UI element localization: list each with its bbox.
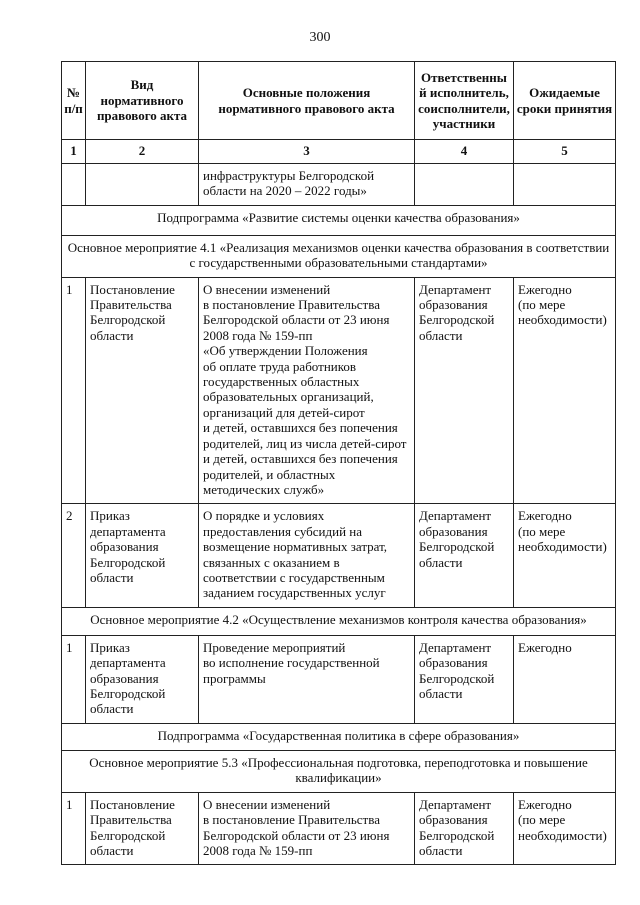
measure-row <box>62 607 616 635</box>
act-executor: Департамент образования Белгородской области <box>415 277 514 504</box>
page-number: 300 <box>309 30 331 45</box>
act-deadline: Ежегодно (по мере необходимости) <box>514 277 616 504</box>
measure-title: Основное мероприятие 5.3 «Профессиональная подготовка, переподготовка и повышение квалификации» <box>62 750 616 792</box>
subprogram-row <box>62 723 616 750</box>
table-row <box>62 792 616 865</box>
act-type: Постановление Правительства Белгородской области <box>86 277 199 504</box>
column-number: 4 <box>415 140 514 164</box>
subprogram-title: Подпрограмма «Государственная политика в сфере образования» <box>62 723 616 750</box>
row-number: 2 <box>62 504 86 607</box>
act-executor: Департамент образования Белгородской области <box>415 504 514 607</box>
measure-title: Основное мероприятие 4.2 «Осуществление механизмов контроля качества образования» <box>62 607 616 635</box>
act-content: О порядке и условиях предоставления субсидий на возмещение нормативных затрат, связанных с оказанием в соответствии с государственным заданием государственных услуг <box>199 504 415 607</box>
column-number: 1 <box>62 140 86 164</box>
act-executor: Департамент образования Белгородской области <box>415 792 514 865</box>
measure-title: Основное мероприятие 4.1 «Реализация механизмов оценки качества образования в соответствии с государственными образовательными стандартами» <box>62 235 616 277</box>
legal-acts-table <box>61 61 616 865</box>
column-number: 2 <box>86 140 199 164</box>
measure-row <box>62 235 616 277</box>
act-deadline: Ежегодно (по мере необходимости) <box>514 504 616 607</box>
continuation-row <box>62 164 616 206</box>
row-number: 1 <box>62 635 86 723</box>
act-content: О внесении изменений в постановление Правительства Белгородской области от 23 июня 2008 года № 159-пп «Об утверждении Положения об оплате труда работников государственных областных образовательных организаций, организаций для детей-сирот и детей, оставшихся без попечения родителей, лиц из числа детей-сирот и детей, оставшихся без попечения родителей, и областных методических служб» <box>199 277 415 504</box>
act-content: О внесении изменений в постановление Правительства Белгородской области от 23 июня 2008 года № 159-пп <box>199 792 415 865</box>
act-executor: Департамент образования Белгородской области <box>415 635 514 723</box>
header-act-type: Вид нормативного правового акта <box>86 62 199 140</box>
column-number: 5 <box>514 140 616 164</box>
column-number-row <box>62 140 616 164</box>
act-content: Проведение мероприятий во исполнение государственной программы <box>199 635 415 723</box>
header-executor: Ответственны й исполнитель, соисполнители, участники <box>415 62 514 140</box>
header-deadline: Ожидаемые сроки принятия <box>514 62 616 140</box>
measure-row <box>62 750 616 792</box>
subprogram-row <box>62 205 616 235</box>
row-number: 1 <box>62 792 86 865</box>
act-type: Приказ департамента образования Белгородской области <box>86 504 199 607</box>
table-row <box>62 635 616 723</box>
table-row <box>62 277 616 504</box>
act-type: Постановление Правительства Белгородской области <box>86 792 199 865</box>
column-number: 3 <box>199 140 415 164</box>
header-num: № п/п <box>62 62 86 140</box>
header-row <box>62 62 616 140</box>
table-row <box>62 504 616 607</box>
act-type: Приказ департамента образования Белгородской области <box>86 635 199 723</box>
header-content: Основные положения нормативного правового акта <box>199 62 415 140</box>
row-number: 1 <box>62 277 86 504</box>
act-deadline: Ежегодно <box>514 635 616 723</box>
continuation-content: инфраструктуры Белгородской области на 2020 – 2022 годы» <box>199 164 415 206</box>
act-deadline: Ежегодно (по мере необходимости) <box>514 792 616 865</box>
subprogram-title: Подпрограмма «Развитие системы оценки качества образования» <box>62 205 616 235</box>
